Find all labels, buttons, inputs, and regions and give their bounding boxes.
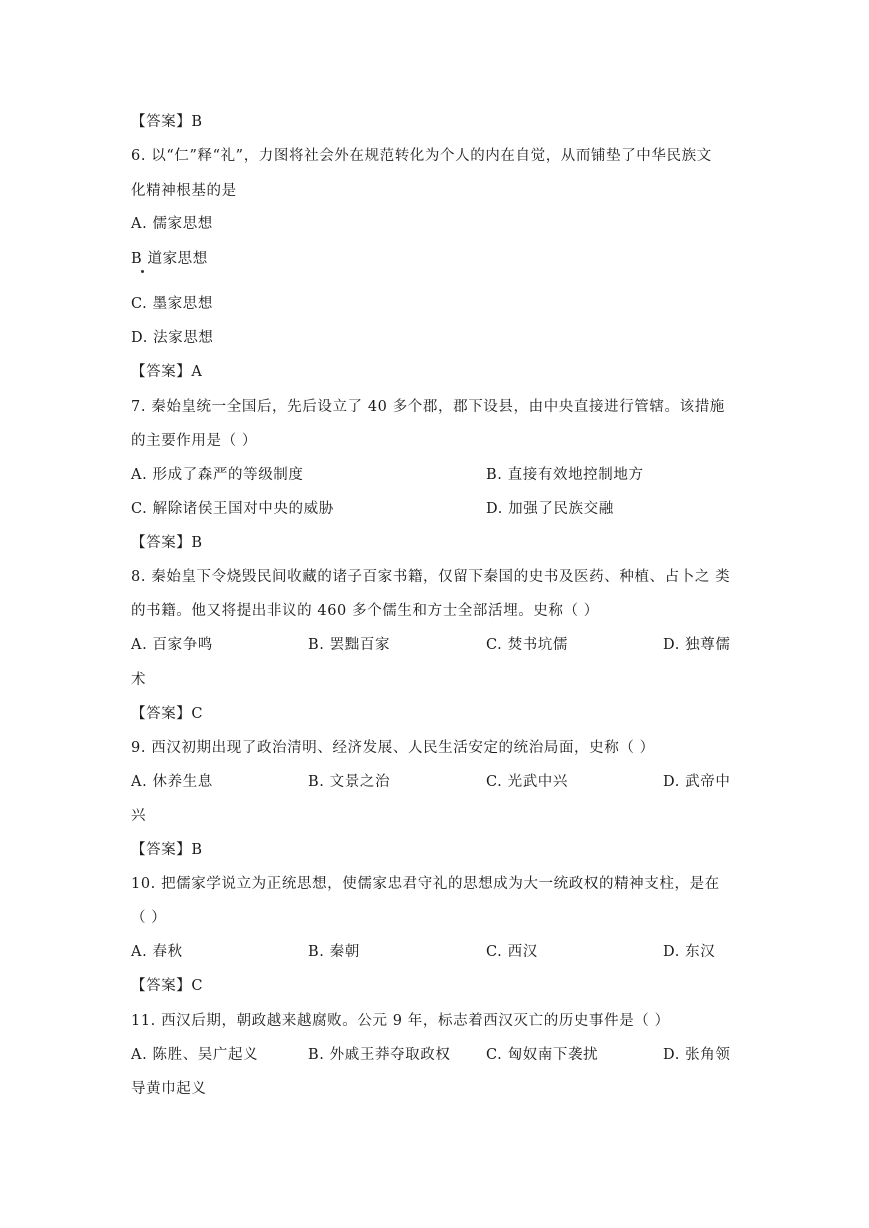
q10-stem-line2: （ ） — [131, 910, 167, 926]
q11-option-d-continued: 导黄巾起义 — [131, 1081, 207, 1097]
q8-option-d: D. 独尊儒 — [663, 637, 731, 653]
q9-option-d: D. 武帝中 — [663, 774, 731, 790]
q11-option-b: B. 外戚王莽夺取政权 — [308, 1047, 451, 1063]
q9-option-c: C. 光武中兴 — [486, 774, 568, 790]
q9-answer: 【答案】B — [131, 842, 203, 858]
q9-option-a: A. 休养生息 — [131, 774, 213, 790]
q7-answer: 【答案】B — [131, 535, 203, 551]
q8-answer: 【答案】C — [131, 706, 204, 722]
q6-option-b: B 道家思想 — [131, 251, 208, 267]
q6-option-c: C. 墨家思想 — [131, 296, 213, 312]
q7-option-d: D. 加强了民族交融 — [486, 501, 614, 517]
q9-option-d-continued: 兴 — [131, 808, 147, 824]
q9-stem-line1: 9. 西汉初期出现了政治清明、经济发展、人民生活安定的统治局面，史称（ ） — [131, 740, 655, 756]
q7-stem-line1: 7. 秦始皇统一全国后，先后设立了 40 多个郡，郡下设县，由中央直接进行管辖。该措施 — [131, 399, 725, 415]
q10-stem-line1: 10. 把儒家学说立为正统思想，使儒家忠君守礼的思想成为大一统政权的精神支柱，是在 — [131, 876, 720, 892]
q11-option-c: C. 匈奴南下袭扰 — [486, 1047, 599, 1063]
q10-option-d: D. 东汉 — [663, 944, 716, 960]
q6-stem-line1: 6. 以“仁”释“礼”，力图将社会外在规范转化为个人的内在自觉，从而铺垫了中华民族文 — [131, 148, 712, 164]
q8-stem-line1: 8. 秦始皇下令烧毁民间收藏的诸子百家书籍，仅留下秦国的史书及医药、种植、占卜之 类 — [131, 569, 731, 585]
q10-option-b: B. 秦朝 — [308, 944, 360, 960]
q7-option-c: C. 解除诸侯王国对中央的威胁 — [131, 501, 334, 517]
q10-option-a: A. 春秋 — [131, 944, 183, 960]
q7-stem-line2: 的主要作用是（ ） — [131, 433, 258, 449]
q9-option-b: B. 文景之治 — [308, 774, 391, 790]
q7-option-a: A. 形成了森严的等级制度 — [131, 467, 304, 483]
q11-option-d: D. 张角领 — [663, 1047, 731, 1063]
q6-stem-line2: 化精神根基的是 — [131, 183, 237, 199]
q10-option-c: C. 西汉 — [486, 944, 538, 960]
q11-option-a: A. 陈胜、吴广起义 — [131, 1047, 259, 1063]
q8-option-d-continued: 术 — [131, 672, 147, 688]
q8-option-c: C. 焚书坑儒 — [486, 637, 568, 653]
stray-dot-mark — [141, 270, 144, 273]
q5-answer: 【答案】B — [131, 114, 203, 130]
q11-stem-line1: 11. 西汉后期，朝政越来越腐败。公元 9 年，标志着西汉灭亡的历史事件是（ ） — [131, 1013, 670, 1029]
q6-option-d: D. 法家思想 — [131, 330, 214, 346]
q8-stem-line2: 的书籍。他又将提出非议的 460 多个儒生和方士全部活埋。史称（ ） — [131, 603, 599, 619]
q10-answer: 【答案】C — [131, 978, 204, 994]
q6-answer: 【答案】A — [131, 364, 203, 380]
q8-option-b: B. 罢黜百家 — [308, 637, 391, 653]
q7-option-b: B. 直接有效地控制地方 — [486, 467, 644, 483]
q8-option-a: A. 百家争鸣 — [131, 637, 213, 653]
q6-option-a: A. 儒家思想 — [131, 216, 213, 232]
